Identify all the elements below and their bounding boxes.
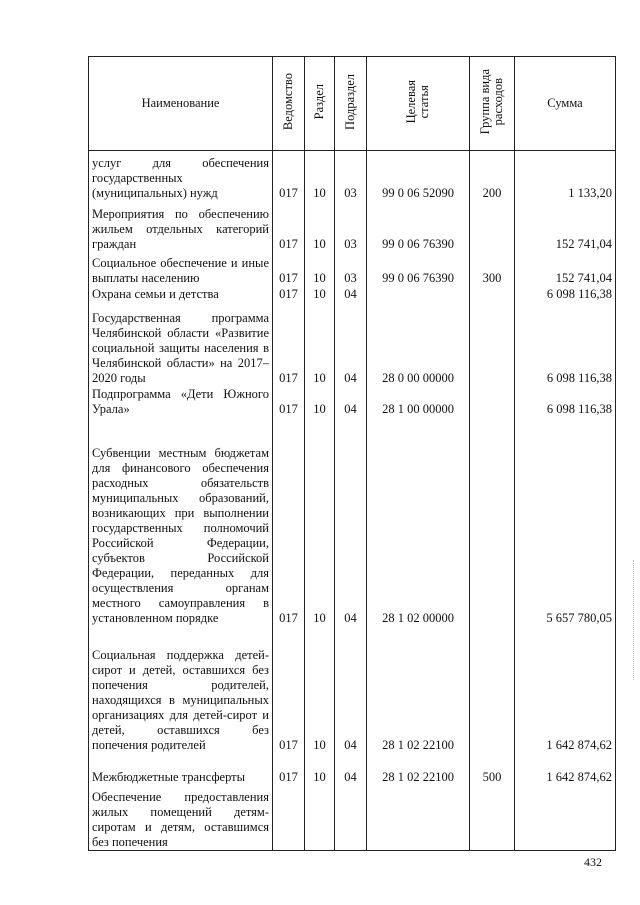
header-gruppa-vida: Группа вида расходов [470,57,515,151]
table-row [89,626,616,753]
row-name: Межбюджетные трансферты [89,753,273,785]
header-celevaya-statya: Целевая статья [367,57,470,151]
row-razdel: 10 [305,626,335,753]
row-summa: 6 098 116,38 [515,286,616,302]
page-number: 432 [584,855,602,869]
row-summa: 152 741,04 [515,201,616,252]
row-vedomstvo [273,785,305,851]
row-name: Обеспечение предоставления жилых помещений детям-сиротам и детям, оставшимся без попечения [89,785,273,851]
row-name: услуг для обеспечения государственных (муниципальных) нужд [89,151,273,201]
row-razdel: 10 [305,417,335,626]
row-name: Государственная программа Челябинской области «Развитие социальной защиты населения в Челябинской области» на 2017–2020 годы [89,302,273,386]
table-row [89,151,616,201]
row-celevaya-statya: 28 1 02 22100 [367,753,470,785]
row-podrazdel: 04 [335,286,367,302]
header-summa: Сумма [515,57,616,151]
row-gruppa: 300 [470,252,515,286]
row-celevaya-statya: 99 0 06 76390 [367,252,470,286]
row-summa: 152 741,04 [515,252,616,286]
row-vedomstvo: 017 [273,753,305,785]
table-row [89,785,616,851]
row-name: Субвенции местным бюджетам для финансового обеспечения расходных обязательств муниципальных образований, возникающих при выполнении государственных полномочий Российской Федерации, субъектов Российской Федерации, переданных для осуществления органам местного самоуправления в установленном порядке [89,417,273,626]
row-podrazdel: 03 [335,151,367,201]
row-podrazdel: 04 [335,626,367,753]
scan-edge-mark [633,560,635,680]
header-razdel: Раздел [305,57,335,151]
table-row [89,417,616,626]
row-summa: 1 133,20 [515,151,616,201]
row-gruppa [470,785,515,851]
row-vedomstvo: 017 [273,201,305,252]
budget-table [88,56,616,851]
row-podrazdel [335,785,367,851]
row-razdel [305,785,335,851]
row-summa: 6 098 116,38 [515,386,616,417]
row-podrazdel: 04 [335,753,367,785]
row-name: Подпрограмма «Дети Южного Урала» [89,386,273,417]
row-summa [515,785,616,851]
row-podrazdel: 04 [335,302,367,386]
header-podrazdel: Подраздел [335,57,367,151]
table-row [89,302,616,386]
row-celevaya-statya: 99 0 06 76390 [367,201,470,252]
row-vedomstvo: 017 [273,386,305,417]
row-gruppa [470,286,515,302]
row-razdel: 10 [305,753,335,785]
row-celevaya-statya [367,785,470,851]
row-name: Социальная поддержка детей-сирот и детей, оставшихся без попечения родителей, находящихся в муниципальных организациях для детей-сирот и детей, оставшихся без попечения родителей [89,626,273,753]
row-podrazdel: 03 [335,252,367,286]
row-summa: 5 657 780,05 [515,417,616,626]
row-celevaya-statya: 28 1 02 22100 [367,626,470,753]
row-gruppa [470,417,515,626]
table-row [89,386,616,417]
table-row [89,252,616,286]
table-row [89,286,616,302]
row-celevaya-statya: 99 0 06 52090 [367,151,470,201]
row-vedomstvo: 017 [273,417,305,626]
table-row [89,201,616,252]
row-vedomstvo: 017 [273,151,305,201]
row-razdel: 10 [305,252,335,286]
row-podrazdel: 04 [335,386,367,417]
row-gruppa [470,302,515,386]
row-celevaya-statya: 28 1 02 00000 [367,417,470,626]
row-summa: 1 642 874,62 [515,753,616,785]
row-gruppa: 500 [470,753,515,785]
row-name: Охрана семьи и детства [89,286,273,302]
row-summa: 6 098 116,38 [515,302,616,386]
row-gruppa [470,626,515,753]
row-razdel: 10 [305,386,335,417]
header-name: Наименование [89,57,273,151]
row-summa: 1 642 874,62 [515,626,616,753]
row-razdel: 10 [305,151,335,201]
row-name: Социальное обеспечение и иные выплаты населению [89,252,273,286]
row-name: Мероприятия по обеспечению жильем отдельных категорий граждан [89,201,273,252]
row-razdel: 10 [305,302,335,386]
row-celevaya-statya [367,286,470,302]
row-vedomstvo: 017 [273,252,305,286]
row-vedomstvo: 017 [273,302,305,386]
row-gruppa [470,386,515,417]
row-gruppa: 200 [470,151,515,201]
row-celevaya-statya: 28 1 00 00000 [367,386,470,417]
header-vedomstvo: Ведомство [273,57,305,151]
row-vedomstvo: 017 [273,286,305,302]
row-celevaya-statya: 28 0 00 00000 [367,302,470,386]
row-podrazdel: 03 [335,201,367,252]
row-gruppa [470,201,515,252]
row-razdel: 10 [305,201,335,252]
row-podrazdel: 04 [335,417,367,626]
row-razdel: 10 [305,286,335,302]
table-header-row [89,57,616,151]
row-vedomstvo: 017 [273,626,305,753]
table-row [89,753,616,785]
